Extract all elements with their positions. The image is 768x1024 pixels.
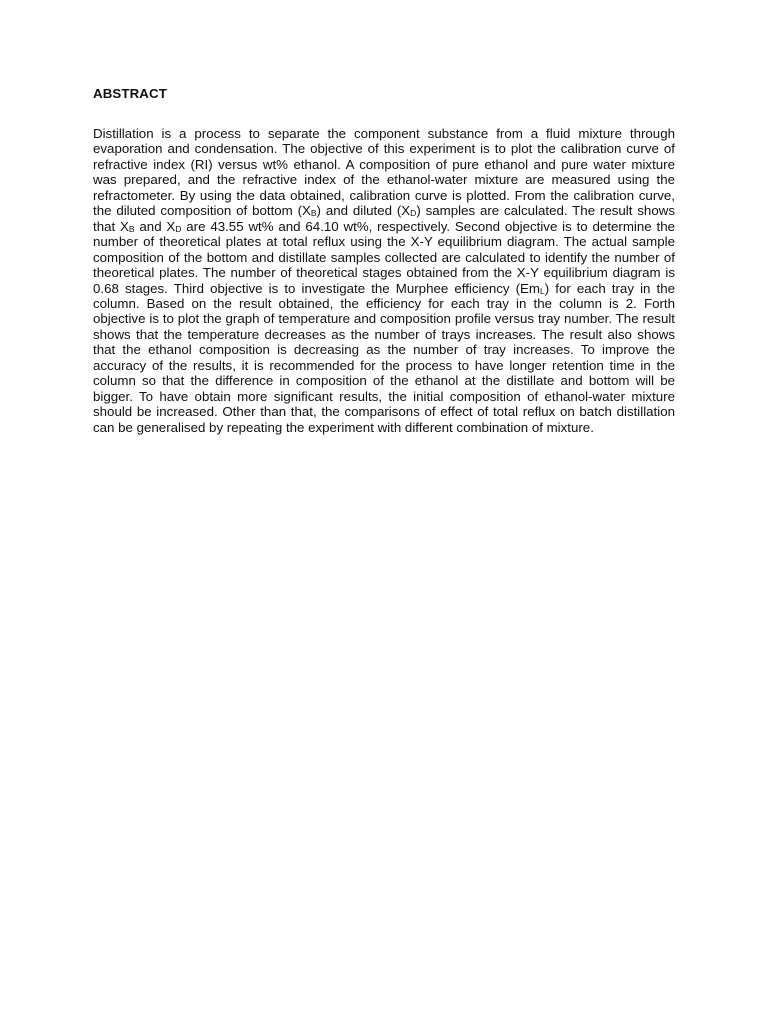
abstract-text-run: ) for each tray in the column. Based on the result obtained, the efficiency for each tray in the column is 2. Forth objective is to plot the graph of temperature and composition profile versus tray number. The result shows that the temperature decreases as the number of trays increases. The result also shows that the ethanol composition is decreasing as the number of tray increases. To improve the accuracy of the results, it is recommended for the process to have longer retention time in the column so that the difference in composition of the ethanol at the distillate and bottom will be bigger. To have obtain more significant results, the initial composition of ethanol-water mixture should be increased. Other than that, the comparisons of effect of total reflux on batch distillation can be generalised by repeating the experiment with different combination of mixture. [93, 280, 675, 435]
abstract-text-run: and X [134, 218, 176, 234]
subscript: D [410, 208, 417, 219]
abstract-text-run: Distillation is a process to separate the component substance from a fluid mixture through evaporation and condensation. The objective of this experiment is to plot the calibration curve of refractive index (RI) versus wt% ethanol. A composition of pure ethanol and pure water mixture was prepared, and the refractive index of the ethanol-water mixture are measured using the refractometer. By using the data obtained, calibration curve is plotted. From the calibration curve, the diluted composition of bottom (X [93, 126, 675, 219]
abstract-text-run: ) and diluted (X [316, 203, 411, 219]
subscript: D [175, 223, 182, 234]
abstract-text-run: are 43.55 wt% and 64.10 wt%, respectively. Second objective is to determine the number of theoretical plates at total reflux using the X-Y equilibrium diagram. The actual sample composition of the bottom and distillate samples collected are calculated to identify the number of theoretical plates. The number of theoretical stages obtained from the X-Y equilibrium diagram is 0.68 stages. Third objective is to investigate the Murphee efficiency (Em [93, 218, 675, 296]
abstract-paragraph [93, 126, 675, 435]
subscript: B [128, 223, 135, 234]
subscript: B [310, 208, 317, 219]
abstract-heading: ABSTRACT [93, 86, 167, 101]
subscript: L [540, 285, 545, 296]
abstract-text-run: ) samples are calculated. The result shows that X [93, 203, 675, 234]
